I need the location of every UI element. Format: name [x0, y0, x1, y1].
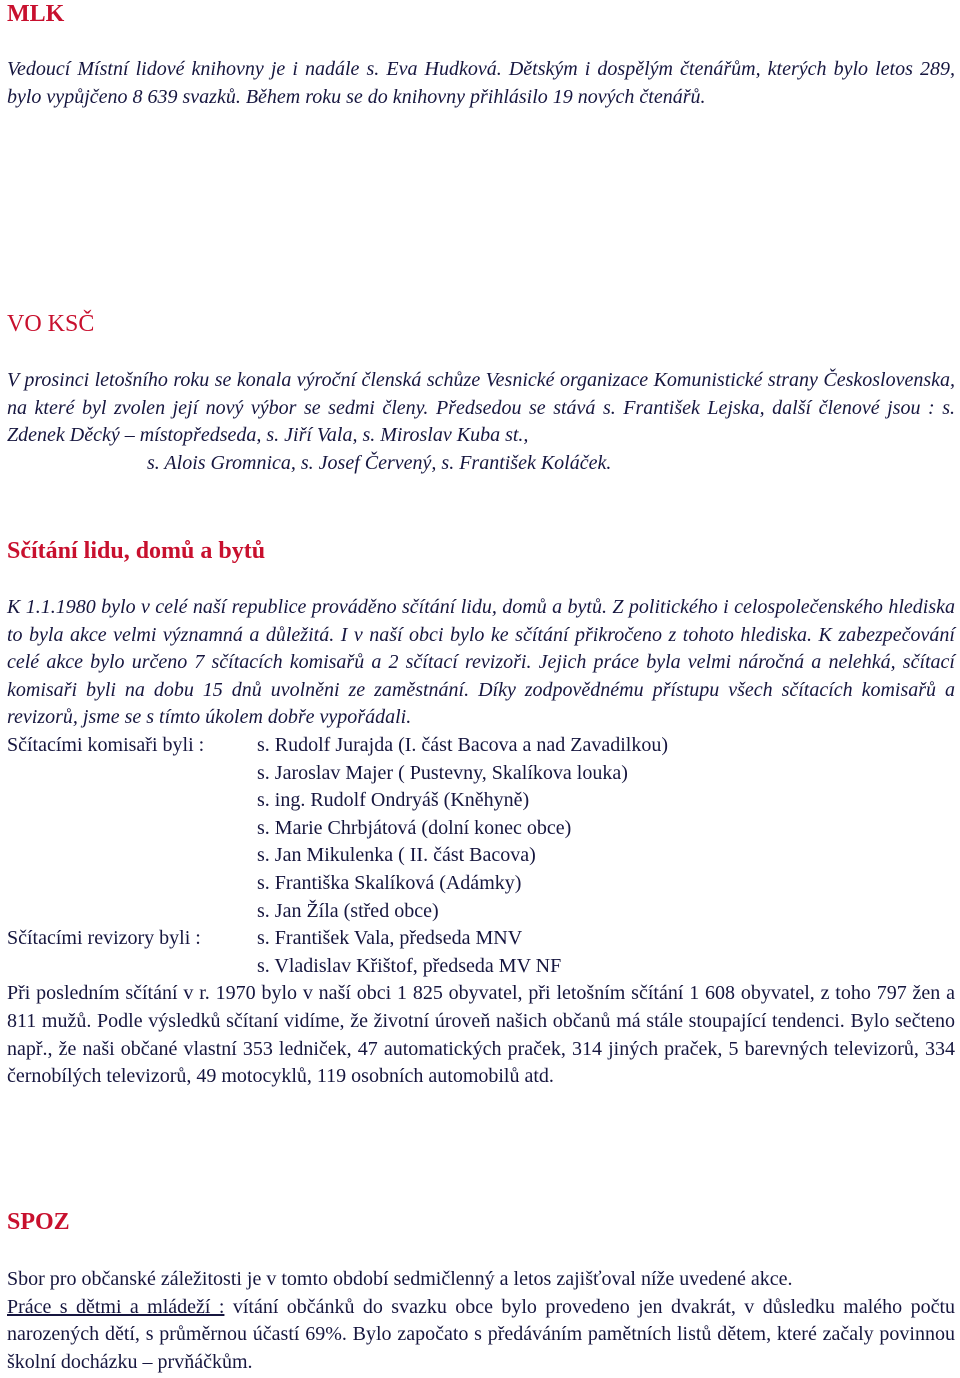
mlk-paragraph: Vedoucí Místní lidové knihovny je i nadále s. Eva Hudková. Dětským i dospělým čtenářům, kterých bylo letos 289, bylo vypůjčeno 8 639 svazků. Během roku se do knihovny přihlásilo 19 nových čtenářů.	[7, 58, 955, 108]
spoz-children-label: Práce s dětmi a mládeží :	[7, 1295, 225, 1318]
commissioner-item: s. Františka Skalíková (Adámky)	[257, 871, 522, 894]
heading-vokss: VO KSČ	[7, 311, 95, 337]
heading-census: Sčítání lidu, domů a bytů	[7, 538, 266, 564]
vokss-body	[7, 367, 955, 477]
commissioners-label: Sčítacími komisaři byli :	[7, 733, 205, 756]
heading-mlk: MLK	[7, 1, 65, 27]
spoz-body	[7, 1266, 955, 1376]
heading-spoz: SPOZ	[7, 1209, 70, 1235]
section-census	[7, 537, 955, 565]
commissioner-item: s. Jan Mikulenka ( II. část Bacova)	[257, 844, 536, 867]
mlk-body	[7, 56, 955, 111]
census-body	[7, 594, 955, 1091]
spoz-children-paragraph	[7, 1294, 955, 1377]
revisors-label: Sčítacími revizory byli :	[7, 927, 201, 950]
commissioner-item: s. Jaroslav Majer ( Pustevny, Skalíkova louka)	[257, 761, 628, 784]
spoz-paragraph: Sbor pro občanské záležitosti je v tomto období sedmičlenný a letos zajišťoval níže uvedené akce.	[7, 1268, 793, 1290]
commissioner-item: s. Rudolf Jurajda (I. část Bacova a nad Zavadilkou)	[257, 733, 668, 756]
commissioner-item: s. Marie Chrbjátová (dolní konec obce)	[257, 816, 572, 839]
census-results-paragraph: Při posledním sčítání v r. 1970 bylo v naší obci 1 825 obyvatel, při letošním sčítání 1 608 obyvatel, z toho 797 žen a 811 mužů. Podle výsledků sčítaní vidíme, že životní úroveň našich občanů má stále stoupající tendenci. Bylo sečteno např., že naši občané vlastní 353 ledniček, 47 automatických praček, 314 jiných praček, 5 barevných televizorů, 334 černobílých televizorů, 49 motocyklů, 119 osobních automobilů atd.	[7, 982, 955, 1088]
spoz-children-text: vítání občánků do svazku obce bylo provedeno jen dvakrát, v důsledku malého počtu narozených dětí, s průměrnou účastí 69%. Bylo započato s předáváním pamětních listů dětem, které začaly povinnou školní docházku – prvňáčkům.	[7, 1295, 955, 1373]
commissioner-item: s. Jan Žíla (střed obce)	[257, 899, 439, 922]
section-vokss	[7, 310, 955, 338]
census-paragraph: K 1.1.1980 bylo v celé naší republice prováděno sčítání lidu, domů a bytů. Z politického i celospolečenského hlediska to byla akce velmi významná a důležitá. I v naší obci bylo ke sčítání přikročeno z tohoto hlediska. K zabezpečování celé akce bylo určeno 7 sčítacích komisařů a 2 sčítací revizoři. Jejich práce byla velmi náročná a nelehká, sčítací komisaři byli na dobu 15 dnů uvolněni ze zaměstnání. Díky zodpovědnému přístupu všech sčítacích komisařů a revizorů, jsme se s tímto úkolem dobře vypořádali.	[7, 596, 955, 729]
commissioners-list	[7, 732, 955, 760]
vokss-paragraph-tail: s. Alois Gromnica, s. Josef Červený, s. František Koláček.	[147, 451, 612, 474]
section-spoz	[7, 1208, 955, 1236]
vokss-paragraph: V prosinci letošního roku se konala výroční členská schůze Vesnické organizace Komunistické strany Československa, na které byl zvolen její nový výbor se sedmi členy. Předsedou se stává s. František Lejska, další členové jsou : s. Zdenek Děcký – místopředseda, s. Jiří Vala, s. Miroslav Kuba st.,	[7, 369, 955, 447]
revisors-list	[7, 925, 955, 953]
commissioner-item: s. ing. Rudolf Ondryáš (Kněhyně)	[257, 789, 530, 812]
section-mlk	[7, 0, 955, 28]
revisor-item: s. Vladislav Křištof, předseda MV NF	[257, 954, 562, 977]
revisor-item: s. František Vala, předseda MNV	[257, 927, 523, 950]
